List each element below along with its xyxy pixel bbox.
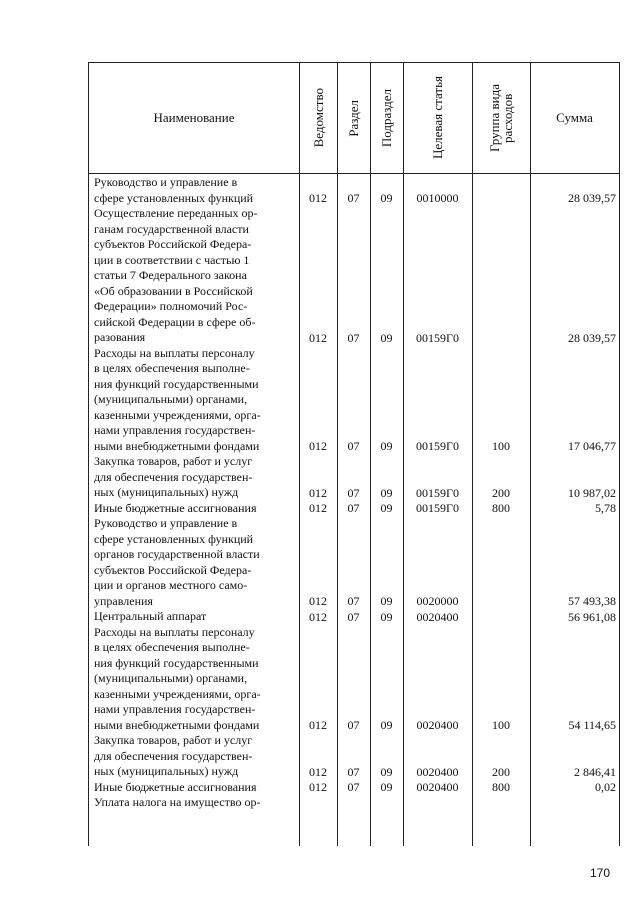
row-target: 00159Г0: [416, 330, 459, 345]
row-target: 0020400: [416, 764, 459, 779]
row-name-line: Центральный аппарат: [94, 609, 207, 623]
row-name-line: ными внебюджетными фондами: [94, 438, 260, 453]
row-name-line: Иные бюджетные ассигнования: [94, 779, 257, 794]
header-group: Группа вида расходов: [487, 84, 515, 152]
row-group: 200: [492, 764, 510, 779]
row-name-line: сфере установленных функций: [94, 190, 254, 205]
header-divider: [89, 173, 619, 174]
row-section: 07: [347, 439, 360, 453]
row-target: 0020400: [416, 609, 459, 624]
header-section: Раздел: [346, 99, 361, 137]
row-name: [94, 795, 294, 811]
row-name-line: Федерации» полномочий Рос-: [94, 299, 248, 313]
row-dept: 012: [309, 439, 327, 453]
row-name-line: в целях обеспечения выполне-: [94, 361, 250, 375]
table-row: [89, 454, 619, 501]
row-dept: 012: [309, 191, 327, 205]
table-row: [89, 609, 619, 625]
row-sum: 28 039,57: [568, 330, 616, 345]
row-sum: 2 846,41: [574, 764, 616, 779]
row-name-line: Закупка товаров, работ и услуг: [94, 733, 253, 747]
row-subsection: 09: [380, 594, 393, 608]
row-name-line: разования: [94, 330, 146, 344]
table-row: [89, 625, 619, 734]
table-row: [89, 206, 619, 346]
row-name-line: Руководство и управление в: [94, 516, 238, 530]
row-sum: 17 046,77: [568, 439, 616, 453]
header-dept: Ведомство: [310, 88, 326, 148]
header-sum: Сумма: [556, 110, 593, 125]
row-name-line: «Об образовании в Российской: [94, 283, 253, 298]
row-sum: 56 961,08: [568, 609, 616, 624]
row-dept: 012: [309, 609, 327, 624]
row-name: [94, 346, 294, 455]
row-sum: 28 039,57: [568, 191, 616, 205]
row-section: 07: [347, 594, 360, 608]
row-name: [94, 501, 294, 517]
row-name-line: нами управления государствен-: [94, 423, 256, 437]
table-row: [89, 346, 619, 455]
row-name-line: ных (муниципальных) нужд: [94, 764, 239, 778]
row-name: [94, 454, 294, 501]
row-target: 0020400: [416, 718, 459, 732]
budget-table: [88, 62, 620, 846]
page-number: 170: [590, 866, 611, 880]
row-name-line: субъектов Российской Федера-: [94, 562, 252, 577]
row-section: 07: [347, 764, 360, 779]
row-section: 07: [347, 609, 360, 624]
row-dept: 012: [309, 780, 327, 794]
row-group: 200: [492, 485, 510, 500]
row-name-line: казенными учреждениями, орга-: [94, 407, 261, 422]
row-section: 07: [347, 485, 360, 500]
row-subsection: 09: [380, 609, 393, 624]
row-name-line: ными внебюджетными фондами: [94, 717, 260, 732]
table-row: [89, 795, 619, 811]
row-dept: 012: [309, 594, 327, 608]
row-subsection: 09: [380, 439, 393, 453]
row-name-line: субъектов Российской Федера-: [94, 237, 252, 251]
row-section: 07: [347, 718, 360, 732]
header-target: Целевая статья: [430, 76, 445, 160]
row-section: 07: [347, 330, 360, 345]
row-subsection: 09: [380, 501, 393, 515]
row-target: 0010000: [416, 191, 459, 205]
row-dept: 012: [309, 501, 327, 515]
row-target: 0020400: [416, 780, 459, 794]
row-name-line: сийской Федерации в сфере об-: [94, 314, 256, 329]
row-name: [94, 206, 294, 346]
row-name-line: Закупка товаров, работ и услуг: [94, 454, 253, 468]
row-name-line: (муниципальными) органами,: [94, 392, 248, 406]
row-dept: 012: [309, 718, 327, 732]
row-group: 100: [492, 718, 510, 732]
row-sum: 0,02: [595, 780, 616, 794]
row-name-line: для обеспечения государствен-: [94, 748, 253, 763]
row-dept: 012: [309, 330, 327, 345]
row-sum: 5,78: [595, 501, 616, 515]
row-name-line: Руководство и управление в: [94, 175, 238, 189]
row-group: 800: [492, 780, 510, 794]
table-row: [89, 516, 619, 609]
row-section: 07: [347, 501, 360, 515]
row-name-line: ции и органов местного само-: [94, 578, 248, 592]
row-name-line: статьи 7 Федерального закона: [94, 268, 247, 282]
header-subsection: Подраздел: [379, 88, 394, 148]
row-subsection: 09: [380, 330, 393, 345]
table-row: [89, 175, 619, 206]
row-name-line: Осуществление переданных ор-: [94, 206, 258, 220]
row-section: 07: [347, 191, 360, 205]
row-group: 800: [492, 501, 510, 515]
row-subsection: 09: [380, 485, 393, 500]
row-name-line: ния функций государственными: [94, 376, 259, 391]
row-sum: 57 493,38: [568, 594, 616, 608]
row-name-line: управления: [94, 593, 153, 608]
row-subsection: 09: [380, 780, 393, 794]
row-target: 00159Г0: [416, 485, 459, 500]
row-name: [94, 780, 294, 796]
row-name-line: Иные бюджетные ассигнования: [94, 500, 257, 515]
row-name-line: для обеспечения государствен-: [94, 469, 253, 484]
row-name-line: ции в соответствии с частью 1: [94, 252, 250, 267]
row-subsection: 09: [380, 718, 393, 732]
row-name: [94, 733, 294, 780]
row-name-line: ния функций государственными: [94, 655, 259, 670]
header-name: Наименование: [153, 110, 235, 125]
row-sum: 54 114,65: [568, 718, 616, 732]
row-subsection: 09: [380, 191, 393, 205]
row-group: 100: [492, 439, 510, 453]
row-name: [94, 175, 294, 206]
row-name-line: Уплата налога на имущество ор-: [94, 795, 261, 809]
row-sum: 10 987,02: [568, 485, 616, 500]
row-name-line: ных (муниципальных) нужд: [94, 485, 239, 499]
row-name: [94, 609, 294, 625]
row-target: 00159Г0: [416, 501, 459, 515]
row-name-line: сфере установленных функций: [94, 531, 254, 546]
row-name-line: органов государственной власти: [94, 547, 260, 561]
row-dept: 012: [309, 485, 327, 500]
row-target: 0020000: [416, 594, 459, 608]
row-subsection: 09: [380, 764, 393, 779]
row-name: [94, 516, 294, 609]
row-name-line: в целях обеспечения выполне-: [94, 640, 250, 654]
row-name: [94, 625, 294, 734]
row-name-line: (муниципальными) органами,: [94, 671, 248, 685]
row-name-line: нами управления государствен-: [94, 702, 256, 716]
row-name-line: Расходы на выплаты персоналу: [94, 624, 255, 639]
table-row: [89, 733, 619, 780]
row-name-line: Расходы на выплаты персоналу: [94, 345, 255, 360]
table-row: [89, 501, 619, 517]
table-row: [89, 780, 619, 796]
row-dept: 012: [309, 764, 327, 779]
row-target: 00159Г0: [416, 439, 459, 453]
row-name-line: ганам государственной власти: [94, 221, 249, 236]
row-section: 07: [347, 780, 360, 794]
row-name-line: казенными учреждениями, орга-: [94, 686, 261, 701]
